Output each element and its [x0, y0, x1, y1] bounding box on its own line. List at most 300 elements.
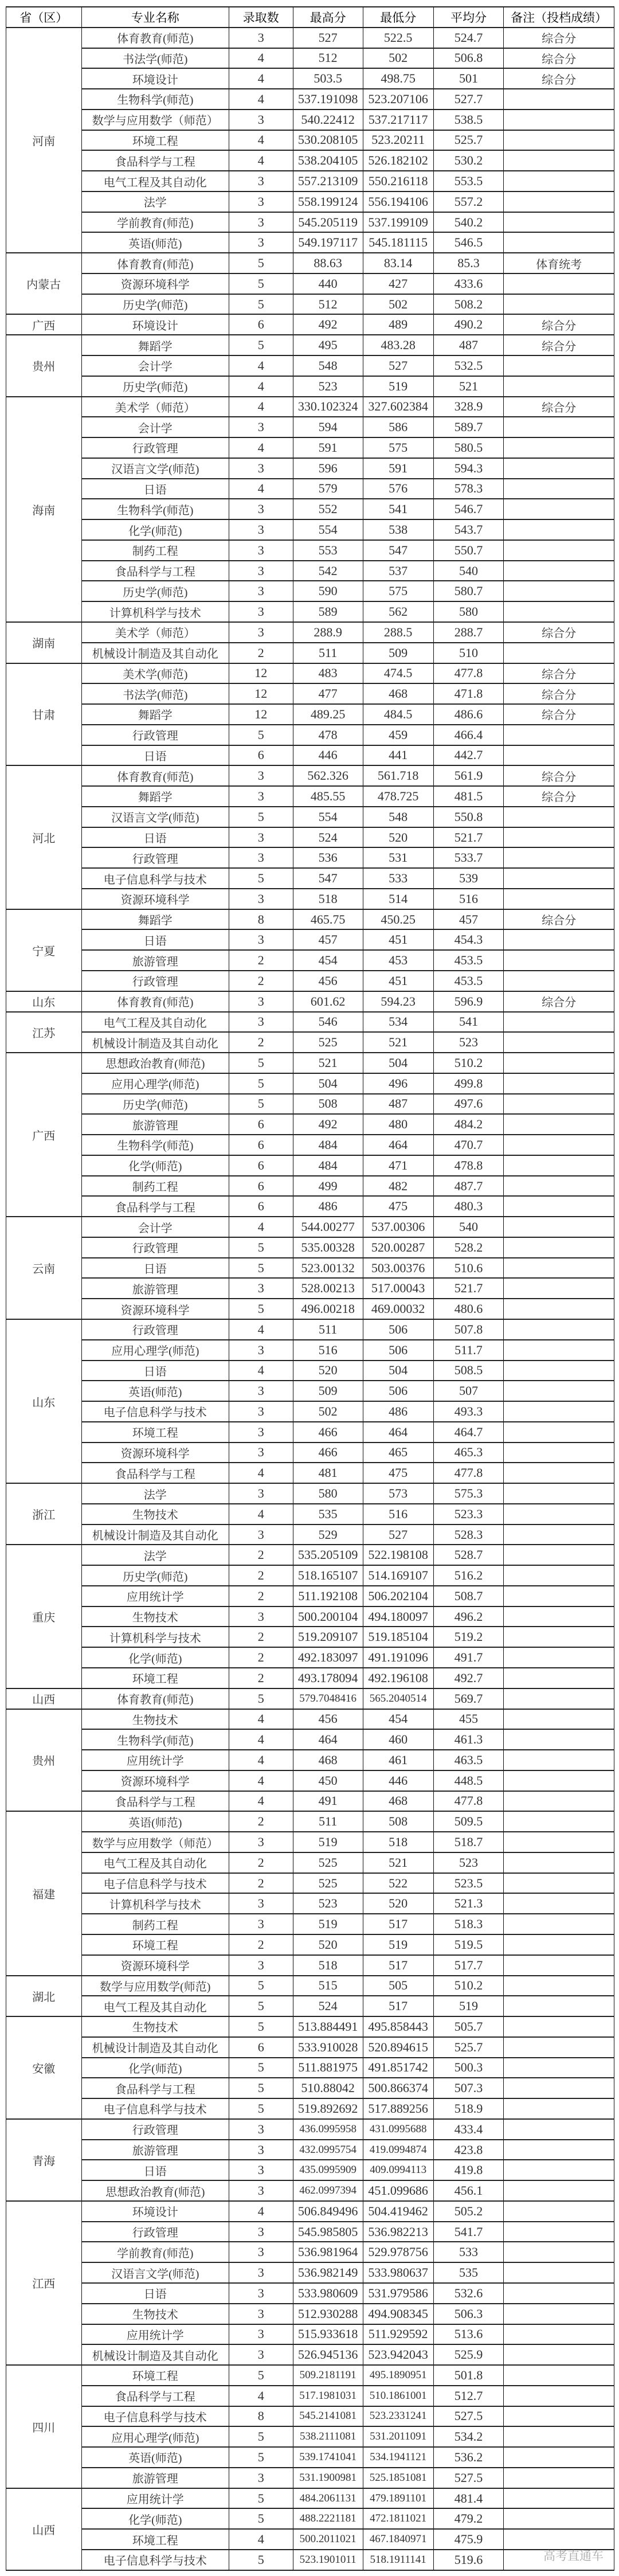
table-row: [6, 519, 614, 540]
avg-score-cell: 534.2: [433, 2426, 504, 2447]
avg-score-cell: 478.8: [433, 1155, 504, 1176]
table-row: [6, 1647, 614, 1668]
table-row: [6, 1832, 614, 1852]
major-cell: 资源环境科学: [81, 273, 229, 294]
major-cell: 舞蹈学: [81, 704, 229, 725]
table-row: [6, 335, 614, 355]
header-note: 备注（投档成绩）: [504, 7, 614, 28]
note-cell: [504, 2037, 614, 2058]
major-cell: 行政管理: [81, 847, 229, 868]
major-cell: 生物科学(师范): [81, 499, 229, 519]
avg-score-cell: 518.3: [433, 1914, 504, 1934]
admitted-count-cell: 5: [229, 2078, 293, 2098]
major-cell: 数学与应用数学（师范）: [81, 1832, 229, 1852]
major-cell: 旅游管理: [81, 1278, 229, 1299]
max-score-cell: 510.88042: [293, 2078, 363, 2098]
major-cell: 应用心理学(师范): [81, 2426, 229, 2447]
major-cell: 生物科学(师范): [81, 1135, 229, 1155]
admitted-count-cell: 3: [229, 1914, 293, 1934]
major-cell: 会计学: [81, 417, 229, 437]
max-score-cell: 549.197117: [293, 232, 363, 253]
avg-score-cell: 533.7: [433, 847, 504, 868]
major-cell: 日语: [81, 827, 229, 848]
major-cell: 生物科学(师范): [81, 89, 229, 110]
table-row: [6, 889, 614, 909]
min-score-cell: 523.20211: [363, 130, 433, 151]
max-score-cell: 542: [293, 561, 363, 581]
max-score-cell: 537.191098: [293, 89, 363, 110]
admitted-count-cell: 4: [229, 1463, 293, 1483]
admitted-count-cell: 6: [229, 1114, 293, 1135]
major-cell: 学前教育(师范): [81, 2242, 229, 2262]
major-cell: 环境设计: [81, 2201, 229, 2222]
admitted-count-cell: 3: [229, 1422, 293, 1443]
table-row: [6, 48, 614, 69]
min-score-cell: 534: [363, 1012, 433, 1033]
avg-score-cell: 442.7: [433, 745, 504, 766]
major-cell: 旅游管理: [81, 1114, 229, 1135]
avg-score-cell: 540.2: [433, 212, 504, 233]
admitted-count-cell: 5: [229, 1996, 293, 2016]
major-cell: 环境工程: [81, 1668, 229, 1688]
avg-score-cell: 508.2: [433, 294, 504, 315]
max-score-cell: 562.326: [293, 765, 363, 786]
admitted-count-cell: 4: [229, 479, 293, 499]
note-cell: [504, 847, 614, 868]
avg-score-cell: 501.8: [433, 2365, 504, 2386]
table-row: [6, 1361, 614, 1381]
table-row: [6, 437, 614, 458]
major-cell: 行政管理: [81, 1237, 229, 1258]
major-cell: 机械设计制造及其自动化: [81, 1525, 229, 1545]
note-cell: [504, 1770, 614, 1791]
table-header: [6, 7, 614, 28]
note-cell: [504, 827, 614, 848]
max-score-cell: 529: [293, 1525, 363, 1545]
min-score-cell: 520.00287: [363, 1237, 433, 1258]
avg-score-cell: 487: [433, 335, 504, 355]
min-score-cell: 537.199109: [363, 212, 433, 233]
major-cell: 历史学(师范): [81, 581, 229, 601]
major-cell: 体育教育(师范): [81, 991, 229, 1012]
min-score-cell: 550.216118: [363, 171, 433, 191]
avg-score-cell: 512.7: [433, 2386, 504, 2406]
max-score-cell: 288.9: [293, 622, 363, 643]
note-cell: [504, 745, 614, 766]
note-cell: [504, 1525, 614, 1545]
major-cell: 美术学(师范): [81, 663, 229, 684]
note-cell: 综合分: [504, 704, 614, 725]
min-score-cell: 517.00043: [363, 1278, 433, 1299]
avg-score-cell: 477.8: [433, 663, 504, 684]
note-cell: [504, 1545, 614, 1565]
note-cell: [504, 1155, 614, 1176]
max-score-cell: 509: [293, 1381, 363, 1401]
avg-score-cell: 486.6: [433, 704, 504, 725]
avg-score-cell: 457: [433, 909, 504, 930]
max-score-cell: 525: [293, 1873, 363, 1894]
admitted-count-cell: 3: [229, 929, 293, 950]
min-score-cell: 537.00306: [363, 1217, 433, 1237]
major-cell: 生物技术: [81, 1606, 229, 1627]
max-score-cell: 525: [293, 1032, 363, 1053]
max-score-cell: 518.165107: [293, 1565, 363, 1586]
min-score-cell: 474.5: [363, 663, 433, 684]
avg-score-cell: 510.6: [433, 1258, 504, 1279]
header-max-score: 最高分: [293, 7, 363, 28]
major-cell: 日语: [81, 929, 229, 950]
major-cell: 环境设计: [81, 68, 229, 89]
max-score-cell: 589: [293, 601, 363, 622]
note-cell: [504, 2201, 614, 2222]
major-cell: 会计学: [81, 1217, 229, 1237]
admitted-count-cell: 2: [229, 950, 293, 971]
min-score-cell: 450.25: [363, 909, 433, 930]
max-score-cell: 535: [293, 1504, 363, 1525]
major-cell: 数学与应用数学(师范): [81, 1976, 229, 1996]
major-cell: 化学(师范): [81, 519, 229, 540]
table-row: [6, 663, 614, 684]
note-cell: [504, 1565, 614, 1586]
min-score-cell: 451: [363, 971, 433, 991]
max-score-cell: 88.63: [293, 253, 363, 273]
major-cell: 计算机科学与技术: [81, 1893, 229, 1914]
max-score-cell: 495: [293, 335, 363, 355]
table-row: [6, 1976, 614, 1996]
table-row: [6, 1606, 614, 1627]
note-cell: [504, 1606, 614, 1627]
admitted-count-cell: 6: [229, 1196, 293, 1217]
table-row: [6, 807, 614, 827]
note-cell: [504, 2488, 614, 2509]
major-cell: 会计学: [81, 355, 229, 376]
table-row: [6, 2344, 614, 2365]
min-score-cell: 509: [363, 643, 433, 663]
avg-score-cell: 471.8: [433, 683, 504, 704]
note-cell: [504, 1176, 614, 1197]
major-cell: 应用心理学(师范): [81, 1073, 229, 1094]
min-score-cell: 464: [363, 1422, 433, 1443]
admitted-count-cell: 2: [229, 1586, 293, 1606]
max-score-cell: 523.00132: [293, 1258, 363, 1279]
note-cell: [504, 2447, 614, 2468]
major-cell: 数学与应用数学（师范）: [81, 110, 229, 130]
table-row: [6, 2283, 614, 2304]
major-cell: 食品科学与工程: [81, 561, 229, 581]
major-cell: 应用统计学: [81, 1586, 229, 1606]
admitted-count-cell: 3: [229, 1606, 293, 1627]
table-row: [6, 1504, 614, 1525]
table-row: [6, 397, 614, 417]
table-row: [6, 2140, 614, 2160]
admitted-count-cell: 3: [229, 2344, 293, 2365]
avg-score-cell: 540: [433, 561, 504, 581]
admitted-count-cell: 3: [229, 1381, 293, 1401]
min-score-cell: 504.419462: [363, 2201, 433, 2222]
admitted-count-cell: 6: [229, 314, 293, 335]
table-row: [6, 929, 614, 950]
major-cell: 环境工程: [81, 2529, 229, 2550]
admitted-count-cell: 3: [229, 191, 293, 212]
major-cell: 日语: [81, 745, 229, 766]
note-cell: [504, 1893, 614, 1914]
major-cell: 食品科学与工程: [81, 1463, 229, 1483]
table-row: [6, 2365, 614, 2386]
table-row: [6, 1709, 614, 1730]
table-row: [6, 1893, 614, 1914]
note-cell: 体育统考: [504, 253, 614, 273]
province-cell: 四川: [6, 2365, 82, 2488]
max-score-cell: 533.980609: [293, 2283, 363, 2304]
major-cell: 法学: [81, 1545, 229, 1565]
min-score-cell: 556.194106: [363, 191, 433, 212]
note-cell: [504, 1094, 614, 1115]
avg-score-cell: 484.2: [433, 1114, 504, 1135]
admitted-count-cell: 3: [229, 2160, 293, 2180]
avg-score-cell: 506.3: [433, 2304, 504, 2324]
avg-score-cell: 492.7: [433, 1668, 504, 1688]
major-cell: 电气工程及其自动化: [81, 1996, 229, 2016]
min-score-cell: 506: [363, 1319, 433, 1340]
min-score-cell: 472.1811021: [363, 2508, 433, 2529]
admitted-count-cell: 3: [229, 110, 293, 130]
min-score-cell: 520: [363, 1893, 433, 1914]
note-cell: [504, 1832, 614, 1852]
table-row: [6, 2242, 614, 2262]
avg-score-cell: 580.5: [433, 437, 504, 458]
admitted-count-cell: 3: [229, 2262, 293, 2283]
min-score-cell: 478.725: [363, 786, 433, 807]
admitted-count-cell: 4: [229, 1729, 293, 1750]
note-cell: [504, 1053, 614, 1073]
admitted-count-cell: 5: [229, 1073, 293, 1094]
admitted-count-cell: 3: [229, 1340, 293, 1361]
avg-score-cell: 532.6: [433, 2283, 504, 2304]
province-cell: 内蒙古: [6, 253, 82, 314]
min-score-cell: 538: [363, 519, 433, 540]
avg-score-cell: 580.7: [433, 581, 504, 601]
avg-score-cell: 553.5: [433, 171, 504, 191]
header-avg-score: 平均分: [433, 7, 504, 28]
max-score-cell: 519.209107: [293, 1627, 363, 1647]
min-score-cell: 522.198108: [363, 1545, 433, 1565]
avg-score-cell: 505.2: [433, 2201, 504, 2222]
admitted-count-cell: 3: [229, 1893, 293, 1914]
admitted-count-cell: 3: [229, 847, 293, 868]
avg-score-cell: 575.3: [433, 1483, 504, 1504]
table-row: [6, 1278, 614, 1299]
admitted-count-cell: 2: [229, 643, 293, 663]
admitted-count-cell: 8: [229, 909, 293, 930]
avg-score-cell: 510.2: [433, 1053, 504, 1073]
admitted-count-cell: 4: [229, 1770, 293, 1791]
max-score-cell: 553: [293, 540, 363, 561]
major-cell: 资源环境科学: [81, 1955, 229, 1976]
province-cell: 山东: [6, 1319, 82, 1483]
note-cell: 综合分: [504, 48, 614, 69]
avg-score-cell: 516.2: [433, 1565, 504, 1586]
header-admitted-count: 录取数: [229, 7, 293, 28]
min-score-cell: 518: [363, 1832, 433, 1852]
major-cell: 美术学（师范）: [81, 397, 229, 417]
avg-score-cell: 535: [433, 2262, 504, 2283]
table-row: [6, 847, 614, 868]
table-row: [6, 581, 614, 601]
min-score-cell: 498.75: [363, 68, 433, 89]
max-score-cell: 590: [293, 581, 363, 601]
max-score-cell: 536: [293, 847, 363, 868]
table-row: [6, 273, 614, 294]
province-cell: 贵州: [6, 335, 82, 396]
note-cell: [504, 1647, 614, 1668]
major-cell: 电气工程及其自动化: [81, 1852, 229, 1873]
admitted-count-cell: 3: [229, 1278, 293, 1299]
max-score-cell: 456: [293, 971, 363, 991]
note-cell: [504, 1668, 614, 1688]
table-row: [6, 1627, 614, 1647]
note-cell: [504, 458, 614, 479]
max-score-cell: 519: [293, 1914, 363, 1934]
min-score-cell: 527: [363, 355, 433, 376]
max-score-cell: 545.2141081: [293, 2406, 363, 2427]
table-row: [6, 1525, 614, 1545]
max-score-cell: 468: [293, 1750, 363, 1770]
min-score-cell: 460: [363, 1729, 433, 1750]
max-score-cell: 483: [293, 663, 363, 684]
avg-score-cell: 480.3: [433, 1196, 504, 1217]
table-row: [6, 622, 614, 643]
province-cell: 浙江: [6, 1483, 82, 1545]
max-score-cell: 580: [293, 1483, 363, 1504]
min-score-cell: 511.929592: [363, 2324, 433, 2345]
major-cell: 制药工程: [81, 540, 229, 561]
max-score-cell: 601.62: [293, 991, 363, 1012]
note-cell: [504, 540, 614, 561]
min-score-cell: 327.602384: [363, 397, 433, 417]
note-cell: [504, 1729, 614, 1750]
major-cell: 舞蹈学: [81, 335, 229, 355]
note-cell: [504, 1299, 614, 1319]
max-score-cell: 462.0997394: [293, 2180, 363, 2201]
max-score-cell: 554: [293, 519, 363, 540]
max-score-cell: 436.0995958: [293, 2119, 363, 2140]
admitted-count-cell: 3: [229, 561, 293, 581]
note-cell: 综合分: [504, 663, 614, 684]
note-cell: [504, 294, 614, 315]
avg-score-cell: 523: [433, 1032, 504, 1053]
avg-score-cell: 546.7: [433, 499, 504, 519]
table-row: [6, 2119, 614, 2140]
admitted-count-cell: 2: [229, 1934, 293, 1955]
note-cell: [504, 1976, 614, 1996]
table-row: [6, 1586, 614, 1606]
table-row: [6, 1135, 614, 1155]
max-score-cell: 477: [293, 683, 363, 704]
table-row: [6, 2324, 614, 2345]
min-score-cell: 495.858443: [363, 2016, 433, 2037]
header-major: 专业名称: [81, 7, 229, 28]
max-score-cell: 538.2111081: [293, 2426, 363, 2447]
avg-score-cell: 499.8: [433, 1073, 504, 1094]
note-cell: [504, 1811, 614, 1832]
major-cell: 行政管理: [81, 1319, 229, 1340]
min-score-cell: 504: [363, 1361, 433, 1381]
avg-score-cell: 448.5: [433, 1770, 504, 1791]
max-score-cell: 520: [293, 1361, 363, 1381]
note-cell: [504, 1114, 614, 1135]
note-cell: [504, 232, 614, 253]
major-cell: 电气工程及其自动化: [81, 171, 229, 191]
note-cell: [504, 1361, 614, 1381]
major-cell: 电子信息科学与技术: [81, 2098, 229, 2119]
note-cell: [504, 1504, 614, 1525]
province-cell: 山西: [6, 1688, 82, 1709]
admitted-count-cell: 3: [229, 171, 293, 191]
province-cell: 广西: [6, 314, 82, 335]
note-cell: [504, 643, 614, 663]
note-cell: 综合分: [504, 786, 614, 807]
admitted-count-cell: 4: [229, 2201, 293, 2222]
admitted-count-cell: 4: [229, 68, 293, 89]
min-score-cell: 441: [363, 745, 433, 766]
province-cell: 青海: [6, 2119, 82, 2201]
admitted-count-cell: 5: [229, 2550, 293, 2570]
max-score-cell: 523.1901011: [293, 2550, 363, 2570]
major-cell: 行政管理: [81, 437, 229, 458]
avg-score-cell: 546.5: [433, 232, 504, 253]
major-cell: 行政管理: [81, 725, 229, 745]
min-score-cell: 517: [363, 1955, 433, 1976]
avg-score-cell: 519.6: [433, 2550, 504, 2570]
min-score-cell: 489: [363, 314, 433, 335]
admitted-count-cell: 5: [229, 2365, 293, 2386]
note-cell: [504, 130, 614, 151]
table-row: [6, 1319, 614, 1340]
max-score-cell: 511: [293, 1811, 363, 1832]
admitted-count-cell: 3: [229, 2222, 293, 2242]
max-score-cell: 558.199124: [293, 191, 363, 212]
note-cell: [504, 929, 614, 950]
max-score-cell: 523: [293, 1893, 363, 1914]
note-cell: [504, 2262, 614, 2283]
major-cell: 电子信息科学与技术: [81, 1873, 229, 1894]
note-cell: [504, 1073, 614, 1094]
admitted-count-cell: 3: [229, 2180, 293, 2201]
min-score-cell: 517: [363, 1914, 433, 1934]
admitted-count-cell: 4: [229, 1217, 293, 1237]
table-row: [6, 28, 614, 48]
major-cell: 食品科学与工程: [81, 2078, 229, 2098]
major-cell: 食品科学与工程: [81, 150, 229, 171]
admitted-count-cell: 4: [229, 89, 293, 110]
min-score-cell: 541: [363, 499, 433, 519]
note-cell: 综合分: [504, 683, 614, 704]
avg-score-cell: 456.1: [433, 2180, 504, 2201]
note-cell: [504, 171, 614, 191]
note-cell: [504, 2160, 614, 2180]
table-row: [6, 1053, 614, 1073]
min-score-cell: 484.5: [363, 704, 433, 725]
max-score-cell: 509.2181191: [293, 2365, 363, 2386]
avg-score-cell: 481.4: [433, 2488, 504, 2509]
min-score-cell: 454: [363, 1709, 433, 1730]
admitted-count-cell: 3: [229, 1401, 293, 1422]
table-row: [6, 1196, 614, 1217]
table-row: [6, 745, 614, 766]
avg-score-cell: 527.7: [433, 89, 504, 110]
max-score-cell: 528.00213: [293, 1278, 363, 1299]
max-score-cell: 465.75: [293, 909, 363, 930]
